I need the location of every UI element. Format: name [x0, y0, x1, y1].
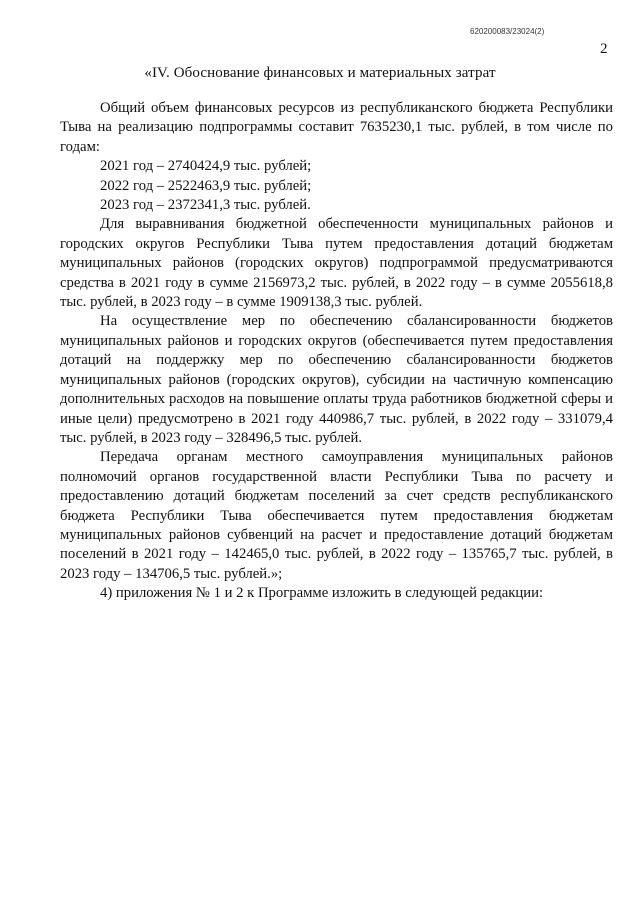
document-code: 620200083/23024(2)	[470, 27, 545, 36]
funding-year-2023: 2023 год – 2372341,3 тыс. рублей.	[100, 197, 311, 214]
paragraph-equalization-subsidies: Для выравнивания бюджетной обеспеченности муниципальных районов и городских округов Республики Тыва путем предоставления дотаций бюджетам муниципальных районов (городских округов) подпрограммой предусматриваются средства в 2021 году в сумме 2156973,2 тыс. рублей, в 2022 году – в сумме 2055618,8 тыс. рублей, в 2023 году – в сумме 1909138,3 тыс. рублей.	[60, 216, 613, 311]
funding-year-2022: 2022 год – 2522463,9 тыс. рублей;	[100, 177, 312, 194]
paragraph-balance-measures: На осуществление мер по обеспечению сбалансированности бюджетов муниципальных районов и городских округов (обеспечивается путем предоставления дотаций на поддержку мер по обеспечению сбалансированности бюджетов муниципальных районов (городских округов), субсидии на частичную компенсацию дополнительных расходов на повышение оплаты труда работников бюджетной сферы и иные цели) предусмотрено в 2021 году 440986,7 тыс. рублей, в 2022 году – 331079,4 тыс. рублей, в 2023 году – 328496,5 тыс. рублей.	[60, 313, 613, 446]
page-number: 2	[600, 41, 608, 57]
document-body	[60, 99, 613, 604]
paragraph-powers-transfer: Передача органам местного самоуправления муниципальных районов полномочий органов государственной власти Республики Тыва по расчету и предоставлению дотаций бюджетам поселений за счет средств республиканского бюджета Республики Тыва обеспечивается путем предоставления бюджетам муниципальных районов субвенций на расчет и предоставление дотаций бюджетам поселений в 2021 году – 142465,0 тыс. рублей, в 2022 году – 135765,7 тыс. рублей, в 2023 году – 134706,5 тыс. рублей.»;	[60, 449, 613, 582]
paragraph-appendices-amendment: 4) приложения № 1 и 2 к Программе изложить в следующей редакции:	[100, 585, 544, 602]
funding-year-2021: 2021 год – 2740424,9 тыс. рублей;	[100, 158, 312, 175]
section-title: «IV. Обоснование финансовых и материальных затрат	[144, 65, 496, 81]
paragraph-total-funding: Общий объем финансовых ресурсов из республиканского бюджета Республики Тыва на реализацию подпрограммы составит 7635230,1 тыс. рублей, в том числе по годам:	[60, 100, 613, 155]
